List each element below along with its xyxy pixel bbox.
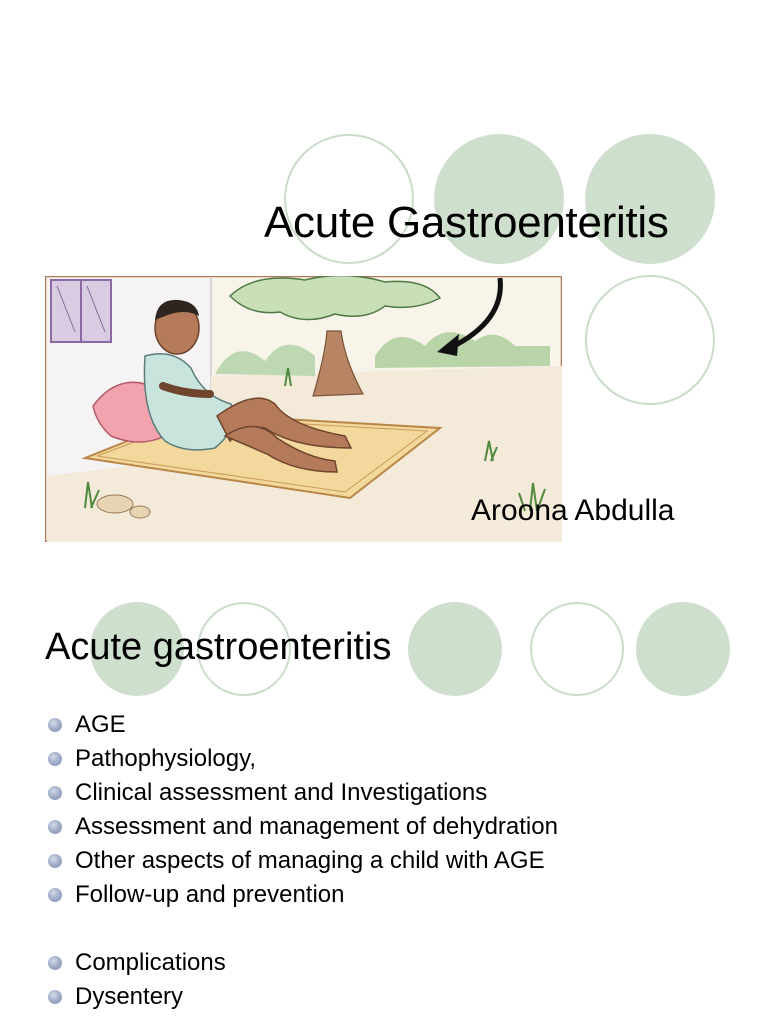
author-name: Aroona Abdulla [471,494,675,527]
bullet-icon [48,888,62,902]
decorative-circle [408,602,502,696]
bullet-icon [48,786,62,800]
slide-title: Acute gastroenteritis [45,626,392,668]
list-item: Other aspects of managing a child with AGE [48,844,558,878]
slide-title: Acute Gastroenteritis [264,198,669,247]
decorative-circle [585,275,715,405]
bullet-icon [48,752,62,766]
list-item: Follow-up and prevention [48,878,558,912]
bullet-list [48,708,558,1014]
list-item: Assessment and management of dehydration [48,810,558,844]
content-slide [0,580,768,1024]
bullet-icon [48,718,62,732]
decorative-circle [530,602,624,696]
bullet-icon [48,956,62,970]
list-item: Clinical assessment and Investigations [48,776,558,810]
bullet-icon [48,854,62,868]
list-item: Pathophysiology, [48,742,558,776]
list-item: AGE [48,708,558,742]
decorative-circle [636,602,730,696]
bullet-icon [48,820,62,834]
bullet-icon [48,990,62,1004]
list-item: Dysentery [48,980,558,1014]
list-item: Complications [48,946,558,980]
